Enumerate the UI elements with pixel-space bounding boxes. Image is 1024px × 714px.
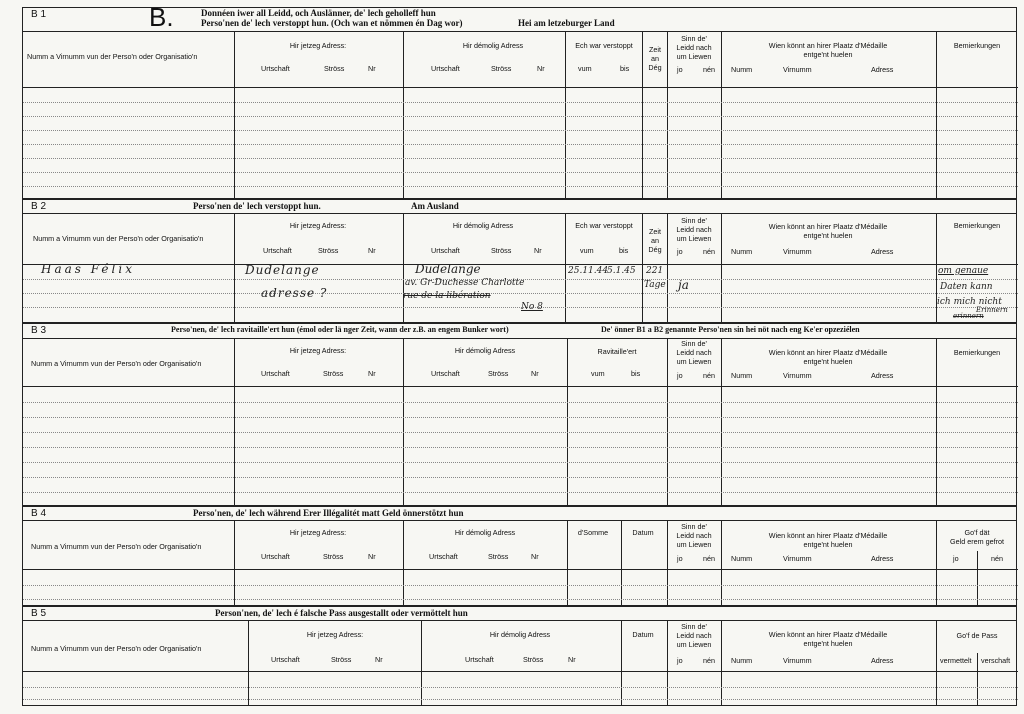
- col-to: bis: [620, 64, 630, 73]
- col-supplied: Ravitaille'ert: [597, 347, 637, 356]
- col-former-address: Hir démolig Adress: [452, 221, 514, 230]
- col-street: Ströss: [331, 655, 352, 664]
- section-b1-label: B 1: [31, 9, 47, 20]
- col-current-address: Hir jetzeg Adress:: [289, 528, 347, 537]
- entry-remarks-1: om genaue: [938, 266, 989, 276]
- col-meaning-2: Leidd nach: [676, 631, 712, 640]
- col-address: Adress: [871, 247, 894, 256]
- col-time-an: an: [651, 236, 659, 245]
- col-address: Adress: [871, 371, 894, 380]
- section-b5-header: [23, 607, 1016, 621]
- section-b1-region: Hei am letzeburger Land: [518, 18, 615, 28]
- col-medal-1: Wien könnt an hirer Plaatz d'Médaille: [768, 630, 888, 639]
- col-number: Nr: [368, 552, 376, 561]
- col-meaning-3: um Liewen: [676, 640, 712, 649]
- col-sum: d'Somme: [577, 528, 609, 537]
- section-b5-title: Person'nen, de' lech é falsche Pass ausgestallt oder vermöttelt hun: [215, 608, 468, 618]
- col-address: Adress: [871, 656, 894, 665]
- col-yes: jo: [677, 554, 683, 563]
- entry-meaning-yes: ja: [678, 278, 689, 292]
- col-surname: Numm: [731, 247, 753, 256]
- col-medal-2: entge'nt huelen: [803, 50, 853, 59]
- col-number: Nr: [534, 246, 542, 255]
- section-b4-title: Perso'nen, de' lech während Erer Illégalitét matt Geld önnerstötzt hun: [193, 508, 464, 518]
- col-yes: jo: [677, 247, 683, 256]
- col-yes: jo: [953, 554, 959, 563]
- col-number: Nr: [368, 64, 376, 73]
- entry-remarks-struck: erinnern: [953, 312, 984, 320]
- entry-current-note: adresse ?: [261, 286, 328, 300]
- section-b2: [22, 199, 1017, 323]
- col-street: Ströss: [488, 369, 509, 378]
- col-no: nén: [703, 247, 715, 256]
- section-b3-label: B 3: [31, 325, 47, 336]
- col-number: Nr: [568, 655, 576, 664]
- col-to: bis: [631, 369, 641, 378]
- col-number: Nr: [531, 369, 539, 378]
- col-meaning-2: Leidd nach: [676, 43, 712, 52]
- col-medal-2: entge'nt huelen: [803, 540, 853, 549]
- section-b1: [22, 2, 1017, 199]
- col-address: Adress: [871, 65, 894, 74]
- col-town: Urtschaft: [263, 246, 292, 255]
- entry-former-street-struck: rue de la libération: [403, 291, 491, 301]
- col-town: Urtschaft: [431, 246, 460, 255]
- col-meaning-1: Sinn de': [681, 216, 707, 225]
- col-no: nén: [703, 65, 715, 74]
- section-b3-title: Perso'nen, de' lech ravitaille'ert hun (émol oder lä nger Zeit, wann der z.B. an engem Bunker wort): [171, 325, 509, 334]
- col-hidden: Ech war verstoppt: [575, 41, 633, 50]
- col-meaning-3: um Liewen: [676, 52, 712, 61]
- col-current-address: Hir jetzeg Adress:: [289, 221, 347, 230]
- entry-remarks-2: Daten kann: [940, 282, 993, 292]
- col-hidden: Ech war verstoppt: [575, 221, 633, 230]
- col-current-address: Hir jetzeg Adress:: [289, 41, 347, 50]
- col-medal-1: Wien könnt an hirer Plaatz d'Médaille: [768, 531, 888, 540]
- col-meaning-1: Sinn de': [681, 622, 707, 631]
- col-town: Urtschaft: [261, 64, 290, 73]
- col-medal-2: entge'nt huelen: [803, 639, 853, 648]
- col-date: Datum: [632, 528, 654, 537]
- entry-former-number: No 8: [521, 302, 543, 312]
- col-medal-2: entge'nt huelen: [803, 231, 853, 240]
- col-from: vum: [578, 64, 592, 73]
- col-town: Urtschaft: [261, 552, 290, 561]
- col-former-address: Hir démolig Adress: [489, 630, 551, 639]
- col-town: Urtschaft: [431, 64, 460, 73]
- section-b3-header: [23, 324, 1016, 339]
- col-number: Nr: [537, 64, 545, 73]
- col-firstname: Virnumm: [783, 247, 812, 256]
- col-surname: Numm: [731, 371, 753, 380]
- col-from: vum: [580, 246, 594, 255]
- col-time: Zeit: [649, 45, 661, 54]
- col-issued: verschaft: [981, 656, 1011, 665]
- entry-remarks-4: Erinnern: [976, 306, 1008, 314]
- col-meaning-1: Sinn de': [681, 34, 707, 43]
- col-town: Urtschaft: [261, 369, 290, 378]
- col-town: Urtschaft: [429, 552, 458, 561]
- col-address: Adress: [871, 554, 894, 563]
- section-b5-label: B 5: [31, 608, 47, 619]
- entry-name: Haas Félix: [41, 262, 135, 276]
- col-firstname: Virnumm: [783, 65, 812, 74]
- col-medal-1: Wien könnt an hirer Plaatz d'Médaille: [768, 222, 888, 231]
- col-medal-1: Wien könnt an hirer Plaatz d'Médaille: [768, 348, 888, 357]
- entry-hidden-to: 5.1.45: [607, 266, 636, 276]
- col-meaning-1: Sinn de': [681, 339, 707, 348]
- col-time: Zeit: [649, 227, 661, 236]
- col-town: Urtschaft: [431, 369, 460, 378]
- section-b2-title: Perso'nen de' lech verstoppt hun.: [193, 201, 321, 211]
- col-name: Numm a Virnumm vun der Perso'n oder Organisatio'n: [33, 234, 204, 243]
- col-meaning-3: um Liewen: [676, 234, 712, 243]
- col-firstname: Virnumm: [783, 656, 812, 665]
- entry-remarks-3: ich mich nicht: [937, 297, 1002, 307]
- col-yes: jo: [677, 65, 683, 74]
- col-firstname: Virnumm: [783, 554, 812, 563]
- col-number: Nr: [531, 552, 539, 561]
- col-former-address: Hir démolig Adress: [454, 346, 516, 355]
- col-street: Ströss: [491, 64, 512, 73]
- col-mediated: vermettelt: [940, 656, 972, 665]
- col-surname: Numm: [731, 554, 753, 563]
- col-street: Ströss: [488, 552, 509, 561]
- page-letter: B.: [149, 2, 174, 32]
- col-meaning-3: um Liewen: [676, 357, 712, 366]
- col-no: nén: [703, 554, 715, 563]
- col-surname: Numm: [731, 656, 753, 665]
- section-b3-note: De' önner B1 a B2 genannte Perso'nen sin hei nöt nach eng Ke'er opzeziélen: [601, 325, 860, 334]
- col-meaning-1: Sinn de': [681, 522, 707, 531]
- col-town: Urtschaft: [465, 655, 494, 664]
- col-medal-2: entge'nt huelen: [803, 357, 853, 366]
- col-yes: jo: [677, 656, 683, 665]
- col-no: nén: [703, 371, 715, 380]
- section-b2-region: Am Ausland: [411, 201, 459, 211]
- col-days: Dég: [648, 63, 662, 72]
- col-street: Ströss: [318, 246, 339, 255]
- col-street: Ströss: [491, 246, 512, 255]
- col-firstname: Virnumm: [783, 371, 812, 380]
- col-former-address: Hir démolig Adress: [454, 528, 516, 537]
- section-b4-header: [23, 507, 1016, 521]
- entry-days: 221: [646, 266, 664, 276]
- section-b2-header: [23, 200, 1016, 214]
- col-street: Ströss: [323, 369, 344, 378]
- section-b1-subtitle: Perso'nen de' lech verstoppt hun. (Och wan et nömmen én Dag wor): [201, 18, 463, 28]
- section-b1-title: Donnéen iwer all Leidd, och Auslänner, de' lech geholleff hun: [201, 8, 436, 18]
- entry-days-unit: Tage: [644, 280, 666, 290]
- section-b3: [22, 323, 1017, 506]
- col-meaning-2: Leidd nach: [676, 531, 712, 540]
- col-number: Nr: [375, 655, 383, 664]
- col-money-1: Go'f dät: [964, 528, 990, 537]
- col-medal-1: Wien könnt an hirer Plaatz d'Médaille: [768, 41, 888, 50]
- entry-hidden-from: 25.11.44: [568, 266, 609, 276]
- col-no: nén: [703, 656, 715, 665]
- col-street: Ströss: [523, 655, 544, 664]
- section-b1-header: [23, 2, 1016, 32]
- entry-former-town: Dudelange: [415, 262, 481, 276]
- col-remarks: Bemierkungen: [953, 221, 1001, 230]
- col-remarks: Bemierkungen: [953, 348, 1001, 357]
- col-no: nén: [991, 554, 1003, 563]
- col-date: Datum: [632, 630, 654, 639]
- col-name: Numm a Virnumm vun der Perso'n oder Organisatio'n: [27, 52, 198, 61]
- col-town: Urtschaft: [271, 655, 300, 664]
- col-to: bis: [619, 246, 629, 255]
- col-number: Nr: [368, 246, 376, 255]
- col-name: Numm a Virnumm vun der Perso'n oder Organisatio'n: [31, 359, 202, 368]
- col-remarks: Bemierkungen: [953, 41, 1001, 50]
- col-time-an: an: [651, 54, 659, 63]
- col-former-address: Hir démolig Adress: [462, 41, 524, 50]
- entry-former-street: av. Gr-Duchesse Charlotte: [405, 278, 525, 288]
- col-yes: jo: [677, 371, 683, 380]
- col-days: Dég: [648, 245, 662, 254]
- section-b2-label: B 2: [31, 201, 47, 212]
- col-surname: Numm: [731, 65, 753, 74]
- col-meaning-3: um Liewen: [676, 540, 712, 549]
- col-name: Numm a Virnumm vun der Perso'n oder Organisatio'n: [31, 542, 202, 551]
- col-current-address: Hir jetzeg Adress:: [306, 630, 364, 639]
- col-pass: Go'f de Pass: [956, 631, 998, 640]
- section-b5: [22, 606, 1017, 706]
- col-street: Ströss: [323, 552, 344, 561]
- col-money-2: Geld erem gefrot: [950, 537, 1004, 546]
- col-from: vum: [591, 369, 605, 378]
- section-b4-label: B 4: [31, 508, 47, 519]
- section-b4: [22, 506, 1017, 606]
- col-meaning-2: Leidd nach: [676, 348, 712, 357]
- col-name: Numm a Virnumm vun der Perso'n oder Organisatio'n: [31, 644, 202, 653]
- col-meaning-2: Leidd nach: [676, 225, 712, 234]
- col-number: Nr: [368, 369, 376, 378]
- col-street: Ströss: [324, 64, 345, 73]
- col-current-address: Hir jetzeg Adress:: [289, 346, 347, 355]
- entry-current-town: Dudelange: [245, 263, 320, 277]
